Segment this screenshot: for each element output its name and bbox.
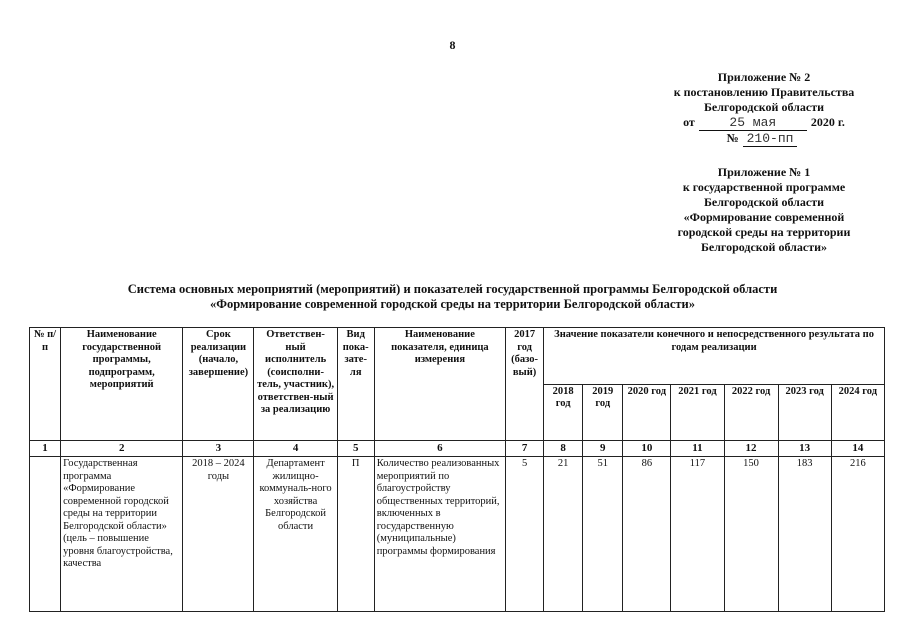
header-term: Срок реализации (начало, завершение) bbox=[183, 328, 254, 441]
header-year-2018: 2018 год bbox=[544, 384, 583, 441]
date-prefix: от bbox=[683, 115, 695, 129]
header-year-2020: 2020 год bbox=[623, 384, 671, 441]
column-number: 12 bbox=[724, 441, 778, 457]
document-title-line2: «Формирование современной городской среды на территории Белгородской области» bbox=[210, 297, 695, 311]
appendix-2-block bbox=[648, 70, 880, 147]
row-base-year: 5 bbox=[506, 457, 544, 612]
column-number: 10 bbox=[623, 441, 671, 457]
document-title bbox=[40, 282, 865, 312]
header-year-2021: 2021 год bbox=[671, 384, 724, 441]
row-value-2018: 21 bbox=[544, 457, 583, 612]
row-indicator-type: П bbox=[337, 457, 374, 612]
header-year-2019: 2019 год bbox=[583, 384, 623, 441]
table-row bbox=[30, 457, 885, 612]
row-value-2019: 51 bbox=[583, 457, 623, 612]
appendix-2-title: Приложение № 2 bbox=[717, 70, 811, 84]
page-number: 8 bbox=[449, 38, 456, 52]
appendix-2-number-line bbox=[648, 131, 880, 147]
appendix-1-line5: Белгородской области» bbox=[700, 240, 828, 254]
date-value: 25 мая bbox=[699, 115, 807, 131]
column-number: 3 bbox=[183, 441, 254, 457]
header-name: Наименование государственной программы, подпрограмм, мероприятий bbox=[61, 328, 183, 441]
appendix-2-date-line bbox=[648, 115, 880, 131]
number-prefix: № bbox=[726, 131, 739, 145]
appendix-1-block bbox=[648, 165, 880, 255]
row-value-2021: 117 bbox=[671, 457, 724, 612]
column-number: 7 bbox=[506, 441, 544, 457]
row-term: 2018 – 2024 годы bbox=[183, 457, 254, 612]
appendix-1-line3: «Формирование современной bbox=[683, 210, 845, 224]
column-number: 2 bbox=[61, 441, 183, 457]
row-indicator-name: Количество реализованных мероприятий по благоустройству общественных территорий, включенных в государственную (муниципальные) программы формирования bbox=[374, 457, 505, 612]
header-year-2022: 2022 год bbox=[724, 384, 778, 441]
column-number: 14 bbox=[831, 441, 884, 457]
appendix-1-line2: Белгородской области bbox=[703, 195, 825, 209]
appendix-1-line4: городской среды на территории bbox=[677, 225, 851, 239]
appendix-1-line1: к государственной программе bbox=[682, 180, 846, 194]
date-year: 2020 г. bbox=[810, 115, 845, 129]
appendix-2-line2: Белгородской области bbox=[703, 100, 825, 114]
row-value-2022: 150 bbox=[724, 457, 778, 612]
column-number: 11 bbox=[671, 441, 724, 457]
header-indicator-type: Вид пока-зате-ля bbox=[337, 328, 374, 441]
row-value-2020: 86 bbox=[623, 457, 671, 612]
column-number: 5 bbox=[337, 441, 374, 457]
column-number: 8 bbox=[544, 441, 583, 457]
row-num bbox=[30, 457, 61, 612]
appendix-1-title: Приложение № 1 bbox=[717, 165, 811, 179]
row-name: Государственная программа «Формирование современной городской среды на территории Белгородской области» (цель – повышение уровня благоустройства, качества bbox=[61, 457, 183, 612]
header-num: № п/п bbox=[30, 328, 61, 441]
header-responsible: Ответствен-ный исполнитель (соисполни-тель, участник), ответствен-ный за реализацию bbox=[254, 328, 337, 441]
column-number: 13 bbox=[778, 441, 831, 457]
appendix-2-line1: к постановлению Правительства bbox=[673, 85, 855, 99]
header-year-2024: 2024 год bbox=[831, 384, 884, 441]
column-number: 4 bbox=[254, 441, 337, 457]
column-number: 6 bbox=[374, 441, 505, 457]
row-value-2024: 216 bbox=[831, 457, 884, 612]
header-indicator-name: Наименование показателя, единица измерения bbox=[374, 328, 505, 441]
number-value: 210-пп bbox=[743, 131, 798, 147]
row-responsible: Департамент жилищно-коммуналь-ного хозяйства Белгородской области bbox=[254, 457, 337, 612]
document-title-line1: Система основных мероприятий (мероприятий) и показателей государственной программы Белгородской области bbox=[127, 282, 778, 296]
activities-table bbox=[29, 327, 885, 612]
row-value-2023: 183 bbox=[778, 457, 831, 612]
header-base-year: 2017 год (базо-вый) bbox=[506, 328, 544, 441]
column-number: 9 bbox=[583, 441, 623, 457]
column-number: 1 bbox=[30, 441, 61, 457]
header-year-2023: 2023 год bbox=[778, 384, 831, 441]
header-group: Значение показатели конечного и непосредственного результата по годам реализации bbox=[544, 328, 885, 385]
